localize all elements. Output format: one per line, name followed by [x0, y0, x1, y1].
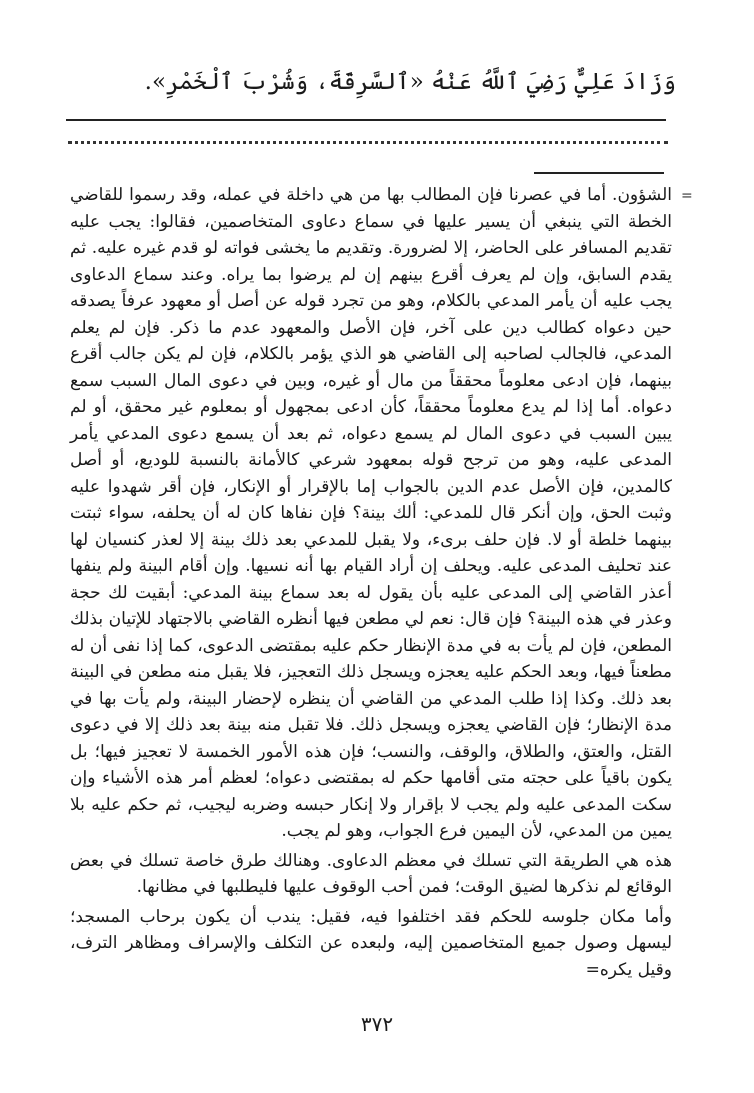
footnote-paragraph: الشؤون. أما في عصرنا فإن المطالب بها من هي داخلة في عمله، وقد رسموا للقاضي الخطة التي ينبغي أن يسير عليها في سماع دعاوى المتخاصمين، فقالوا: يجب عليه تقديم المسافر على الحاضر، إلا لضرورة. وتقديم ما يخشى فواته لو قدم غيره عليه. ثم يقدم السابق، وإن لم يعرف أقرع بينهم إن لم يرضوا بما يراه. وعند سماع الدعاوى يجب عليه أن يأمر المدعي بالكلام، وهو من تجرد قوله عن أصل أو معهود عرفاً يصدقه حين دعواه كطالب دين على آخر، فإن الأصل والمعهود عدم ما ذكر. فإن لم يعلم المدعي، فالجالب لصاحبه إلى القاضي هو الذي يؤمر بالكلام، فإن لم يكن جالب أقرع بينهما، فإن ادعى معلوماً محققاً من مال أو غيره، وبين في دعوى المال السبب سمع دعواه. أما إذا لم يدع معلوماً محققاً، كأن ادعى بمجهول أو بمعلوم غير محقق، أو لم يبين السبب في دعوى المال لم يسمع دعواه، ثم بعد أن يسمع دعوى المدعي يأمر المدعى عليه، وهو من ترجح قوله بمعهود شرعي كالأمانة بالنسبة للوديع، أو أصل كالمدين، فإن الأصل عدم الدين بالجواب إما بالإقرار أو الإنكار، فإن أقر شهدوا عليه وثبت الحق، وإن أنكر قال للمدعي: ألك بينة؟ فإن نفاها كان له أن يحلفه، سواء ثبتت بينهما خلطة أو لا. فإن حلف برىء، ولا يقبل للمدعي بعد ذلك بينة إلا لعذر كنسيان لها عند تحليف المدعى عليه. ويحلف إن أراد القيام بها أنه نسيها. وإن أقام البينة ولم ينفها أعذر القاضي إلى المدعى عليه بأن يقول له بعد سماع بينة المدعي: أبقيت لك حجة وعذر في هذه البينة؟ فإن قال: نعم لي مطعن فيها أنظره القاضي بالاجتهاد للإتيان بذلك المطعن، فإن لم يأت به في مدة الإنظار حكم عليه بمقتضى الدعوى، كما إذا نفى أن له مطعناً فيها، وبعد الحكم عليه يعجزه ويسجل ذلك التعجيز، فلا يقبل منه مطعن في البينة بعد ذلك. وكذا إذا طلب المدعي من القاضي أن ينظره لإحضار البينة، ولم يأت بها في مدة الإنظار؛ فإن القاضي يعجزه ويسجل ذلك. فلا تقبل منه بينة بعد ذلك إلا في دعوى القتل، والعتق، والطلاق، والوقف، والنسب؛ فإن هذه الأمور الخمسة لا تعجيز فيها؛ بل يكون باقياً على حجته متى أقامها حكم له بمقتضى دعواه؛ لعظم أمر هذه الأشياء وإن سكت المدعى عليه ولم يجب لا بإقرار ولا إنكار حبسه وضربه ليجيب، ثم حكم عليه بلا يمين من المدعي، لأن اليمين فرع الجواب، وهو لم يجب.: [70, 185, 672, 841]
page-number: ٣٧٢: [360, 1012, 394, 1036]
footnote-paragraph: هذه هي الطريقة التي تسلك في معظم الدعاوى. وهنالك طرق خاصة تسلك في بعض الوقائع لم نذكرها لضيق الوقت؛ فمن أحب الوقوف عليها فليطلبها في مظانها.: [70, 850, 672, 897]
separator-rule: [66, 119, 666, 121]
dotted-separator: [68, 141, 668, 144]
footnote-paragraph: وأما مكان جلوسه للحكم فقد اختلفوا فيه، فقيل: يندب أن يكون برحاب المسجد؛ ليسهل وصول جميع المتخاصمين إليه، ولبعده عن التكلف والإسراف ومظاهر الترف، وقيل يكره=: [70, 906, 672, 980]
main-text: وَزَادَ عَلِيٌّ رَضِيَ ٱللَّهُ عَنْهُ «ٱلسَّرِقَةَ، وَشُرْبَ ٱلْخَمْرِ».: [144, 69, 676, 95]
footnote-block: [70, 182, 672, 983]
footnote-rule: [534, 172, 664, 174]
continuation-mark: =: [681, 188, 693, 204]
